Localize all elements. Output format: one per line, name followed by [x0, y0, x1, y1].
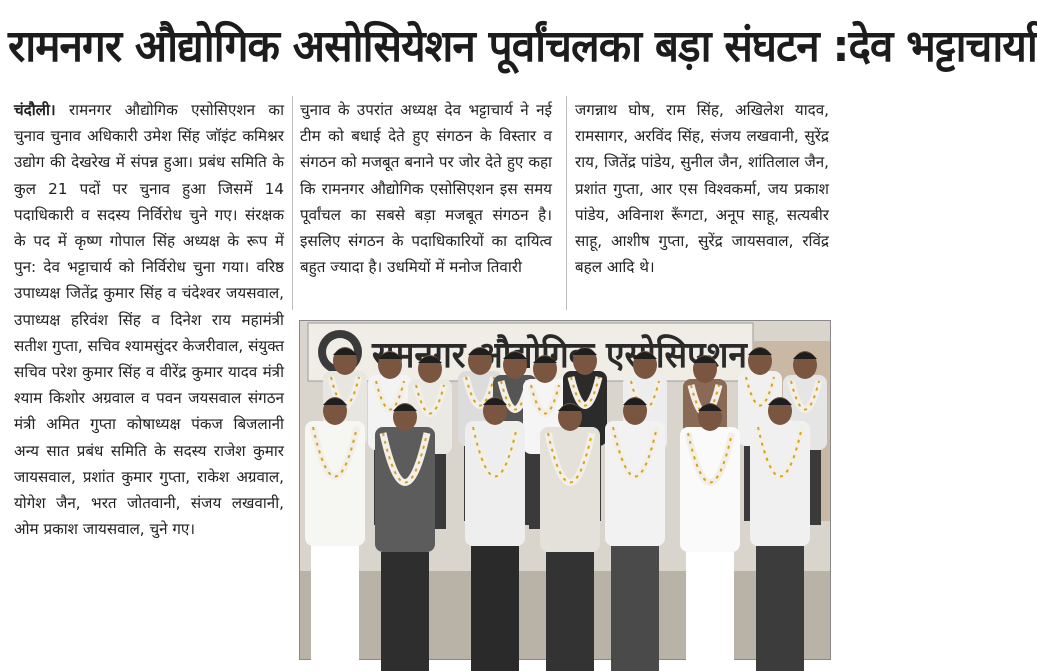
headline: रामनगर औद्योगिक असोसियेशन पूर्वांचलका बड़ा संघटन :देव भट्टाचार्या — [8, 21, 1037, 72]
person-figure — [375, 403, 435, 671]
article-column-3: जगन्नाथ घोष, राम सिंह, अखिलेश यादव, रामसागर, अरविंद सिंह, संजय लखवानी, सुरेंद्र राय, जितेंद्र पांडेय, सुनील जैन, शांतिलाल जैन, प्रशांत गुप्ता, आर एस विश्वकर्मा, जय प्रकाश पांडेय, अविनाश रूँगटा, अनूप साहू, सत्यबीर साहू, आशीष गुप्ता, सुरेंद्र जायसवाल, रविंद्र बहल आदि थे। — [575, 101, 829, 277]
person-figure — [465, 397, 525, 671]
person-figure — [750, 397, 810, 671]
dateline: चंदौली। — [14, 101, 56, 119]
article-column-1-text: रामनगर औद्योगिक एसोसिएशन का चुनाव चुनाव अधिकारी उमेश सिंह जॉइंट कमिश्नर उद्योग की देखरेख में संपन्न हुआ। प्रबंध समिति के कुल 21 पदों पर चुनाव हुआ जिसमें 14 पदाधिकारी व सदस्य निर्विरोध चुने गए। संरक्षक के पद में कृष्ण गोपाल सिंह अध्यक्ष के रूप में पुन: देव भट्टाचार्य को निर्विरोध चुना गया। वरिष्ठ उपाध्यक्ष जितेंद्र कुमार सिंह व चंदेश्वर जयसवाल, उपाध्यक्ष हरिवंश सिंह व दिनेश राय महामंत्री सतीश गुप्ता, सचिव श्यामसुंदर केजरीवाल, संयुक्त सचिव परेश कुमार सिंह व वीरेंद्र कुमार यादव मंत्री श्याम किशोर अग्रवाल व पवन जयसवाल संगठन मंत्री अमित गुप्ता कोषाध्यक्ष पंकज बिजलानी अन्य सात प्रबंध समिति के सदस्य राजेश कुमार जायसवाल, प्रशांत कुमार गुप्ता, राकेश अग्रवाल, योगेश जैन, भरत जोतवानी, संजय लखवानी, ओम प्रकाश जायसवाल, चुने गए। — [14, 101, 284, 539]
column-divider — [292, 96, 293, 310]
article-column-2: चुनाव के उपरांत अध्यक्ष देव भट्टाचार्य ने नई टीम को बधाई देते हुए संगठन के विस्तार व संगठन को मजबूत बनाने पर जोर देते हुए कहा कि रामनगर औद्योगिक एसोसिएशन इस समय पूर्वांचल का सबसे बड़ा मजबूत संगठन है। इसलिए संगठन के पदाधिकारियों का दायित्व बहुत ज्यादा है। उधमियों में मनोज तिवारी — [300, 101, 552, 277]
group-photo — [299, 320, 831, 660]
person-figure — [680, 403, 740, 671]
banner-text: रामनगर औद्योगिक एसोसिएशन — [372, 335, 776, 376]
person-figure — [605, 397, 665, 671]
person-figure — [540, 403, 600, 671]
person-figure — [305, 397, 365, 671]
article-column-1 — [14, 97, 284, 542]
column-divider — [566, 96, 567, 310]
